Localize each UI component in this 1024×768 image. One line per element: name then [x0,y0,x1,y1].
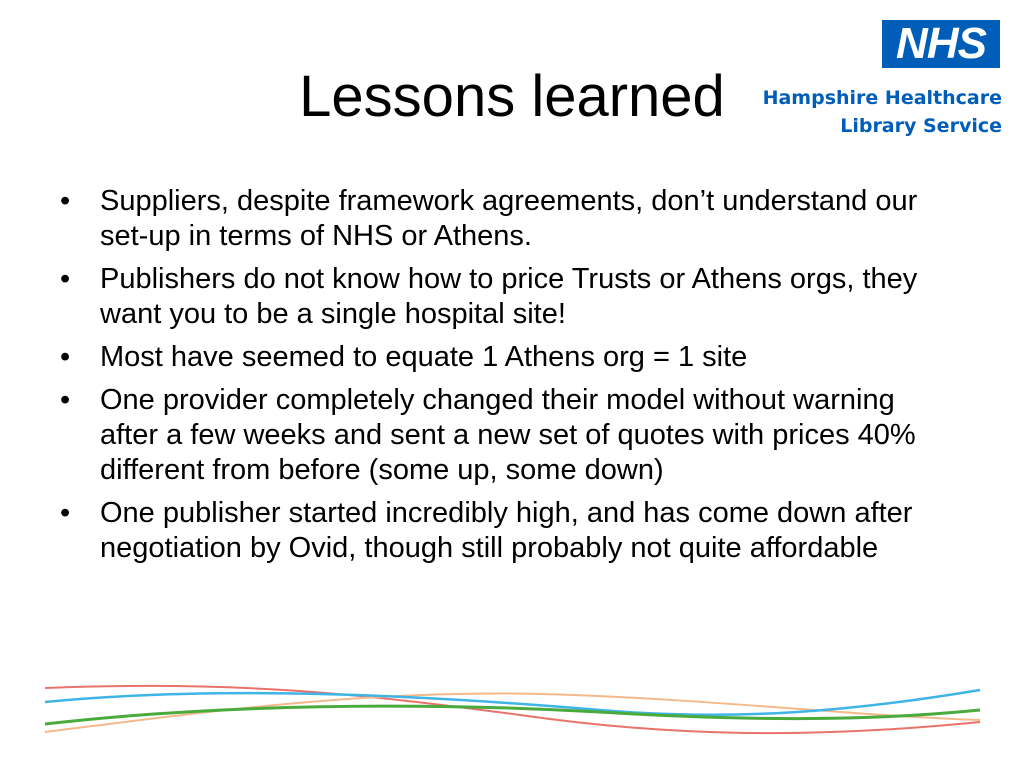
bullet-dot-icon: • [60,185,71,217]
organisation-name [763,84,1002,140]
nhs-logo [752,20,1002,140]
bullet-text: One publisher started incredibly high, and has come down after negotiation by Ovid, though still probably not quite affordable [100,497,913,564]
nhs-logo-mark: NHS [882,20,1000,68]
bullet-dot-icon: • [60,497,71,529]
bullet-text: Most have seemed to equate 1 Athens org = 1 site [100,341,748,373]
bullet-list [60,184,960,574]
decorative-wave-lines [40,680,985,740]
bullet-text: Publishers do not know how to price Trusts or Athens orgs, they want you to be a single hospital site! [100,263,918,330]
bullet-item [60,383,960,488]
organisation-name-line-2: Library Service [840,115,1002,137]
organisation-name-line-1: Hampshire Healthcare [762,87,1002,109]
slide-title: Lessons learned [299,64,725,129]
bullet-item [60,496,960,566]
bullet-text: One provider completely changed their model without warning after a few weeks and sent a new set of quotes with prices 40% different from before (some up, some down) [100,384,916,486]
bullet-item [60,340,960,375]
bullet-dot-icon: • [60,341,71,373]
bullet-dot-icon: • [60,263,71,295]
bullet-dot-icon: • [60,384,71,416]
bullet-text: Suppliers, despite framework agreements, don’t understand our set-up in terms of NHS or Athens. [100,185,918,252]
bullet-item [60,262,960,332]
bullet-item [60,184,960,254]
